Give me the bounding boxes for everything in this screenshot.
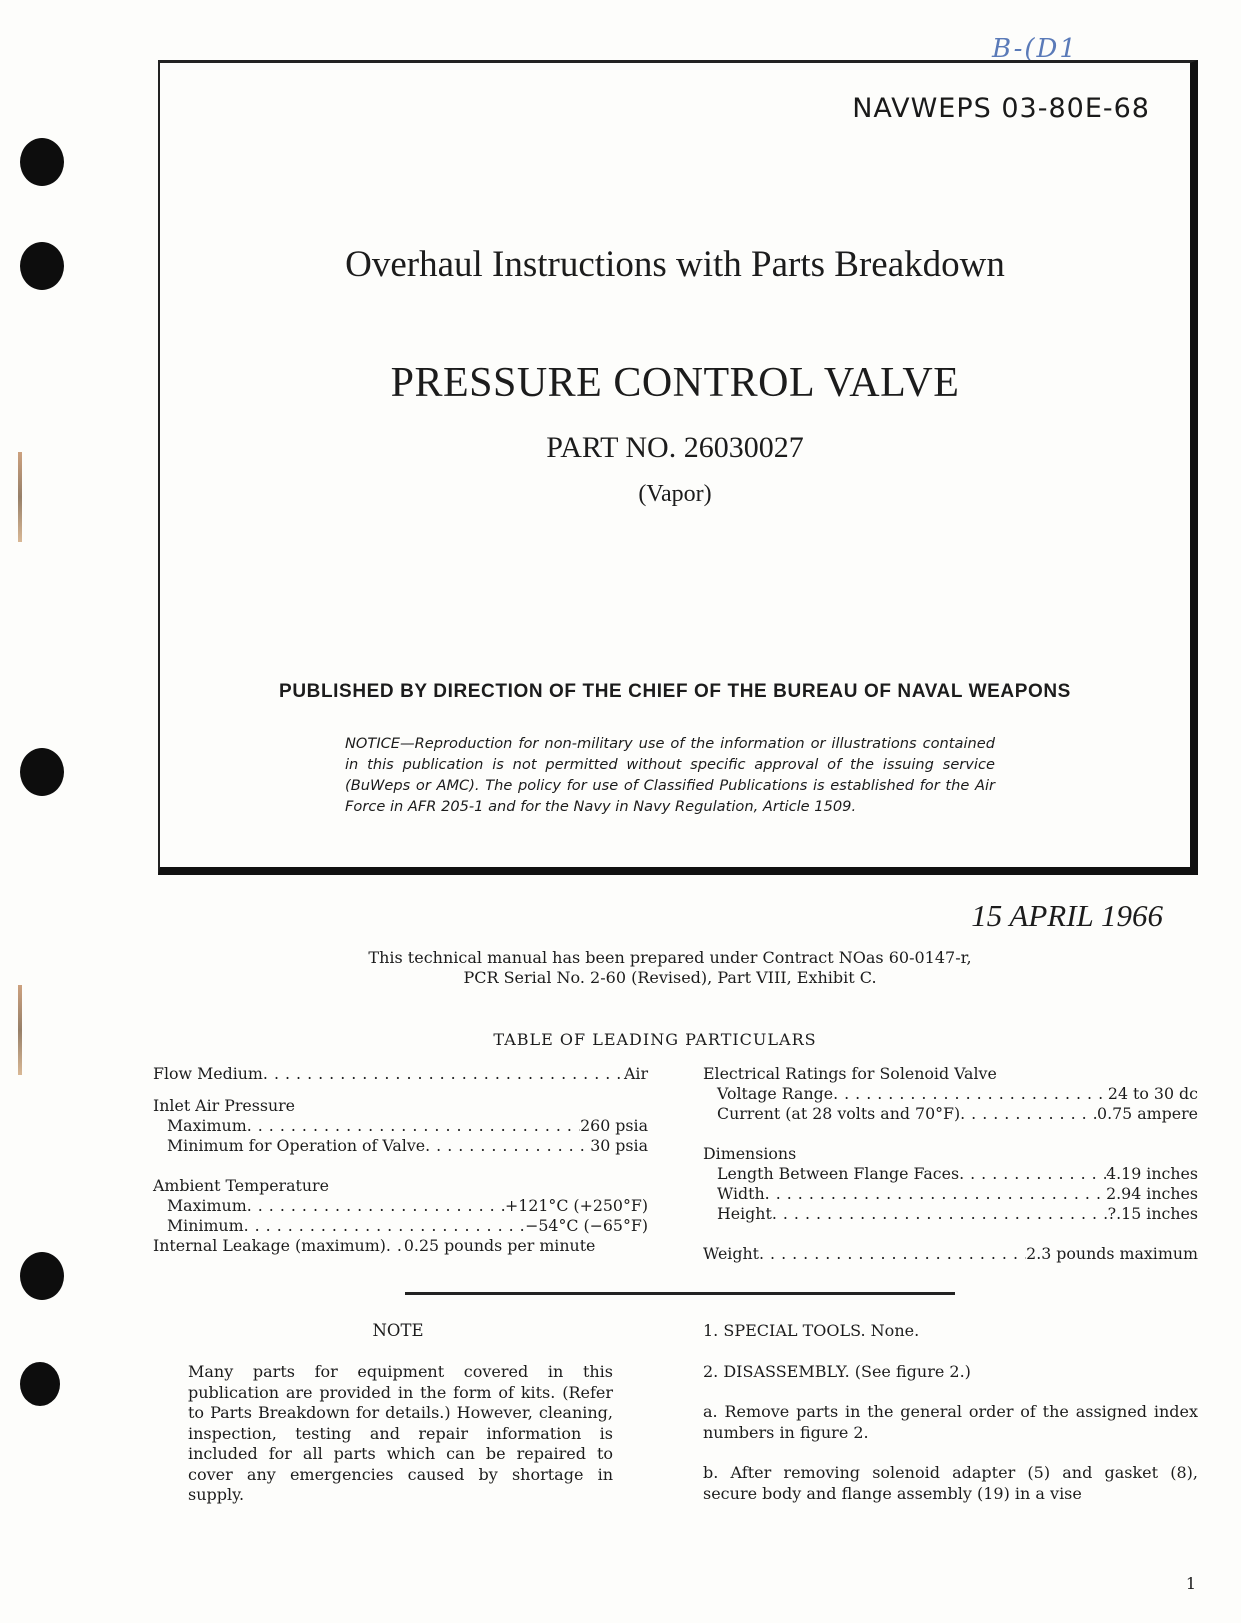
particular-internal-leakage — [153, 1236, 648, 1256]
document-subtitle: Overhaul Instructions with Parts Breakdown — [345, 244, 1005, 285]
punch-hole — [20, 1362, 60, 1406]
particular-value: 0.25 pounds per minute — [403, 1236, 596, 1255]
published-by: PUBLISHED BY DIRECTION OF THE CHIEF OF THE BUREAU OF NAVAL WEAPONS — [279, 681, 1071, 702]
step-a: a. Remove parts in the general order of the assigned index numbers in figure 2. — [703, 1402, 1198, 1442]
particular-label: Flow Medium — [153, 1064, 263, 1083]
particular-temp-min — [153, 1216, 648, 1236]
particular-label: Minimum for Operation of Valve — [167, 1136, 426, 1155]
leader-dots — [263, 1064, 624, 1084]
leader-dots — [765, 1184, 1106, 1204]
leader-dots — [959, 1164, 1106, 1184]
particular-value: 24 to 30 dc — [1107, 1084, 1198, 1103]
particular-label: Internal Leakage (maximum) — [153, 1236, 386, 1255]
leading-particulars-title: TABLE OF LEADING PARTICULARS — [493, 1030, 817, 1049]
contract-statement — [200, 948, 1140, 988]
leader-dots — [247, 1116, 580, 1136]
particular-label: Current (at 28 volts and 70°F) — [717, 1104, 961, 1123]
section-special-tools: 1. SPECIAL TOOLS. None. — [703, 1321, 920, 1340]
particular-label: Maximum — [167, 1116, 247, 1135]
punch-hole — [20, 1252, 64, 1300]
group-heading: Electrical Ratings for Solenoid Valve — [703, 1064, 997, 1083]
particular-label: Height — [717, 1204, 772, 1223]
particular-value: +121°C (+250°F) — [505, 1196, 648, 1215]
particulars-right-column — [703, 1064, 1198, 1264]
particular-label: Weight — [703, 1244, 759, 1263]
document-title: PRESSURE CONTROL VALVE — [390, 360, 960, 406]
leader-dots — [772, 1204, 1108, 1224]
particular-width — [703, 1184, 1198, 1204]
particular-label: Voltage Range — [717, 1084, 834, 1103]
group-heading: Dimensions — [703, 1144, 797, 1163]
group-heading: Ambient Temperature — [153, 1176, 329, 1195]
step-b: b. After removing solenoid adapter (5) and gasket (8), secure body and flange assembly (19) in a vise — [703, 1463, 1198, 1503]
cover-box — [158, 60, 1198, 875]
part-number: PART NO. 26030027 — [546, 431, 804, 464]
punch-hole — [20, 242, 64, 290]
particular-value: 260 psia — [580, 1116, 648, 1135]
handwritten-annotation: B-(D1 — [992, 34, 1078, 64]
variant-label: (Vapor) — [638, 481, 712, 507]
particular-value: 0.75 ampere — [1097, 1104, 1198, 1123]
particular-label: Maximum — [167, 1196, 247, 1215]
note-body: Many parts for equipment covered in this publication are provided in the form of kits. (Refer to Parts Breakdown for details.) However, cleaning, inspection, testing and repair information is included for all parts which can be repaired to cover any emergencies caused by shortage in supply. — [188, 1362, 613, 1504]
particular-label: Width — [717, 1184, 765, 1203]
leader-dots — [247, 1196, 505, 1216]
particular-weight — [703, 1244, 1198, 1264]
group-heading: Inlet Air Pressure — [153, 1096, 296, 1115]
particular-temp-max — [153, 1196, 648, 1216]
particular-label: Length Between Flange Faces — [717, 1164, 960, 1183]
publication-number: NAVWEPS 03-80E-68 — [852, 93, 1150, 124]
leader-dots — [960, 1104, 1097, 1124]
particular-flow-medium — [153, 1064, 648, 1084]
particulars-left-column — [153, 1064, 648, 1256]
leader-dots — [833, 1084, 1108, 1104]
leader-dots — [244, 1216, 526, 1236]
particular-value: −54°C (−65°F) — [525, 1216, 648, 1235]
reproduction-notice: NOTICE—Reproduction for non-military use of the information or illustrations contained in this publication is not permitted without specific approval of the issuing service (BuWeps or AMC). The policy for use of Classified Publications is established for the Air Force in AFR 205-1 and for the Navy in Navy Regulation, Article 1509. — [345, 735, 995, 815]
section-divider — [405, 1292, 955, 1295]
particular-height — [703, 1204, 1198, 1224]
publication-date: 15 APRIL 1966 — [971, 898, 1163, 933]
leader-dots — [425, 1136, 590, 1156]
particular-length — [703, 1164, 1198, 1184]
particular-value: ?.15 inches — [1107, 1204, 1198, 1223]
paper-stain — [18, 452, 22, 542]
particular-value: 4.19 inches — [1106, 1164, 1198, 1183]
particular-inlet-max — [153, 1116, 648, 1136]
particular-label: Minimum — [167, 1216, 244, 1235]
particular-current — [703, 1104, 1198, 1124]
particular-value: Air — [623, 1064, 648, 1083]
contract-line-1: This technical manual has been prepared under Contract NOas 60-0147-r, — [368, 948, 972, 967]
procedure-text — [703, 1321, 1198, 1504]
leader-dots — [386, 1236, 404, 1256]
contract-line-2: PCR Serial No. 2-60 (Revised), Part VIII, Exhibit C. — [463, 968, 877, 987]
section-disassembly: 2. DISASSEMBLY. (See figure 2.) — [703, 1361, 971, 1381]
particular-value: 30 psia — [590, 1136, 648, 1155]
particular-inlet-min — [153, 1136, 648, 1156]
page-number: 1 — [1185, 1574, 1196, 1593]
particular-value: 2.3 pounds maximum — [1026, 1244, 1198, 1263]
particular-value: 2.94 inches — [1106, 1184, 1198, 1203]
punch-hole — [20, 138, 64, 186]
punch-hole — [20, 748, 64, 796]
leader-dots — [759, 1244, 1026, 1264]
particular-voltage — [703, 1084, 1198, 1104]
note-heading: NOTE — [372, 1321, 424, 1340]
